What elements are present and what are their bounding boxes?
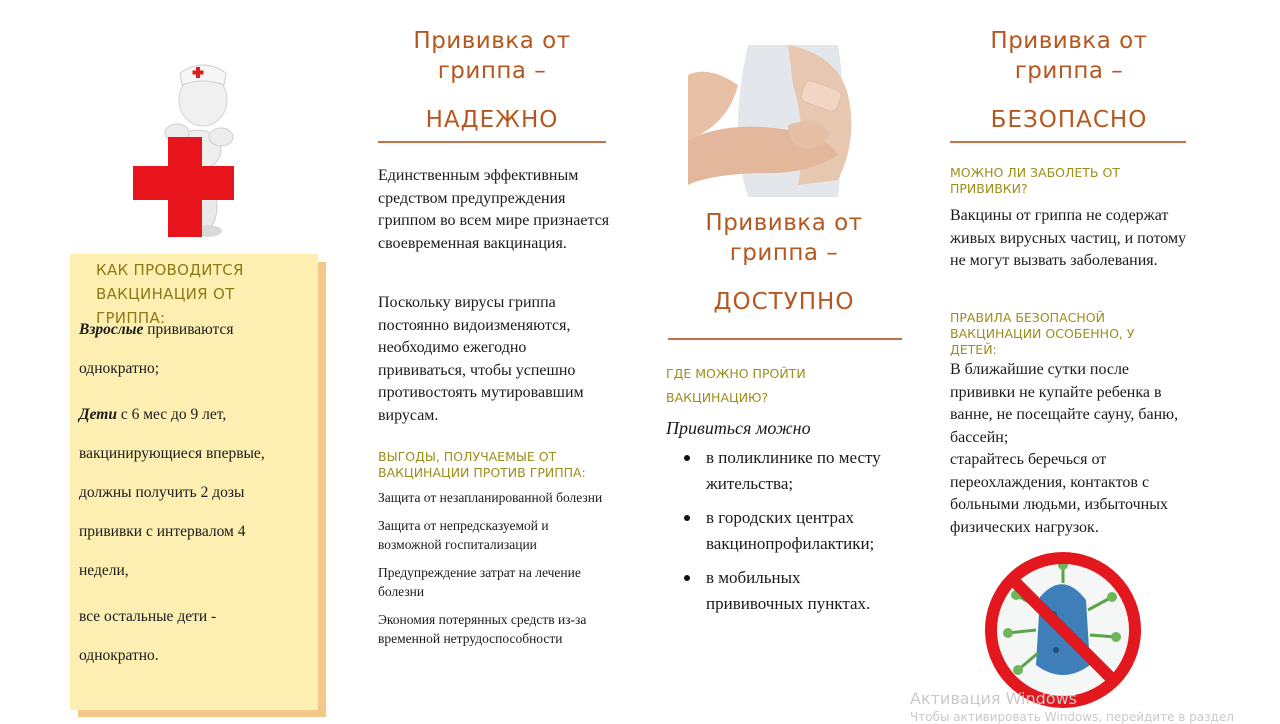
activation-watermark-hint: Чтобы активировать Windows, перейдите в раздел xyxy=(910,710,1234,724)
question-heading: МОЖНО ЛИ ЗАБОЛЕТЬ ОТ ПРИВИВКИ? xyxy=(950,165,1120,196)
activation-watermark: Активация Windows xyxy=(910,689,1077,708)
where-list xyxy=(680,445,902,625)
col2-word-reliable: НАДЕЖНО xyxy=(425,107,559,133)
col4-word-safe: БЕЗОПАСНО xyxy=(990,107,1148,133)
rules-text: В ближайшие сутки после прививки не купайте ребенка в ванне, не посещайте сауну, баню, бассейн; старайтесь беречься от переохлаждения, контактов с больными людьми, избыточных физических нагрузок. xyxy=(950,361,1179,536)
where-intro: Привиться можно xyxy=(666,418,811,438)
arm-bandage-photo xyxy=(688,45,876,197)
benefit-item: Защита от непредсказуемой и возможной госпитализации xyxy=(378,518,549,552)
col2-rule xyxy=(378,141,606,143)
list-item: в поликлинике по месту жительства; xyxy=(680,445,902,497)
list-item: в мобильных прививочных пунктах. xyxy=(680,565,902,617)
nurse-figure xyxy=(125,55,245,240)
kids-label: Дети xyxy=(79,406,117,423)
col3-title: Прививка от гриппа – xyxy=(705,210,863,266)
col2-para1: Единственным эффективным средством предупреждения гриппом во всем мире признается своевременная вакцинация. xyxy=(378,167,610,252)
box-body: Взрослые прививаются однократно; Дети с 6 мес до 9 лет, вакцинирующиеся впервые, должны получить 2 дозы прививки с интервалом 4 недели, все остальные дети - однократно. xyxy=(79,321,265,664)
question-answer: Вакцины от гриппа не содержат живых вирусных частиц, и потому не могут вызвать заболевания. xyxy=(950,207,1187,269)
box-heading: КАК ПРОВОДИТСЯ ВАКЦИНАЦИЯ ОТ ГРИППА: xyxy=(96,261,244,327)
col4-title: Прививка от гриппа – xyxy=(990,28,1148,84)
list-item: в городских центрах вакцинопрофилактики; xyxy=(680,505,902,557)
col2-title: Прививка от гриппа – xyxy=(413,28,571,84)
benefit-item: Предупреждение затрат на лечение болезни xyxy=(378,565,581,599)
col2-para2: Поскольку вирусы гриппа постоянно видоизменяются, необходимо ежегодно прививаться, чтобы успешно противостоять мутировавшим вирусам. xyxy=(378,294,584,424)
col3-rule xyxy=(668,338,902,340)
col3-word-available: ДОСТУПНО xyxy=(713,289,855,315)
adults-label: Взрослые xyxy=(79,321,144,338)
col4-rule xyxy=(950,141,1186,143)
benefits-list xyxy=(378,488,610,648)
benefit-item: Защита от незапланированной болезни xyxy=(378,490,603,505)
benefit-item: Экономия потерянных средств из-за временной нетрудоспособности xyxy=(378,612,587,646)
where-heading: ГДЕ МОЖНО ПРОЙТИ ВАКЦИНАЦИЮ? xyxy=(666,366,806,405)
rules-heading: ПРАВИЛА БЕЗОПАСНОЙ ВАКЦИНАЦИИ ОСОБЕННО, У ДЕТЕЙ: xyxy=(950,310,1135,357)
benefits-heading: ВЫГОДЫ, ПОЛУЧАЕМЫЕ ОТ ВАКЦИНАЦИИ ПРОТИВ ГРИППА: xyxy=(378,449,586,480)
vaccination-box xyxy=(70,254,318,710)
